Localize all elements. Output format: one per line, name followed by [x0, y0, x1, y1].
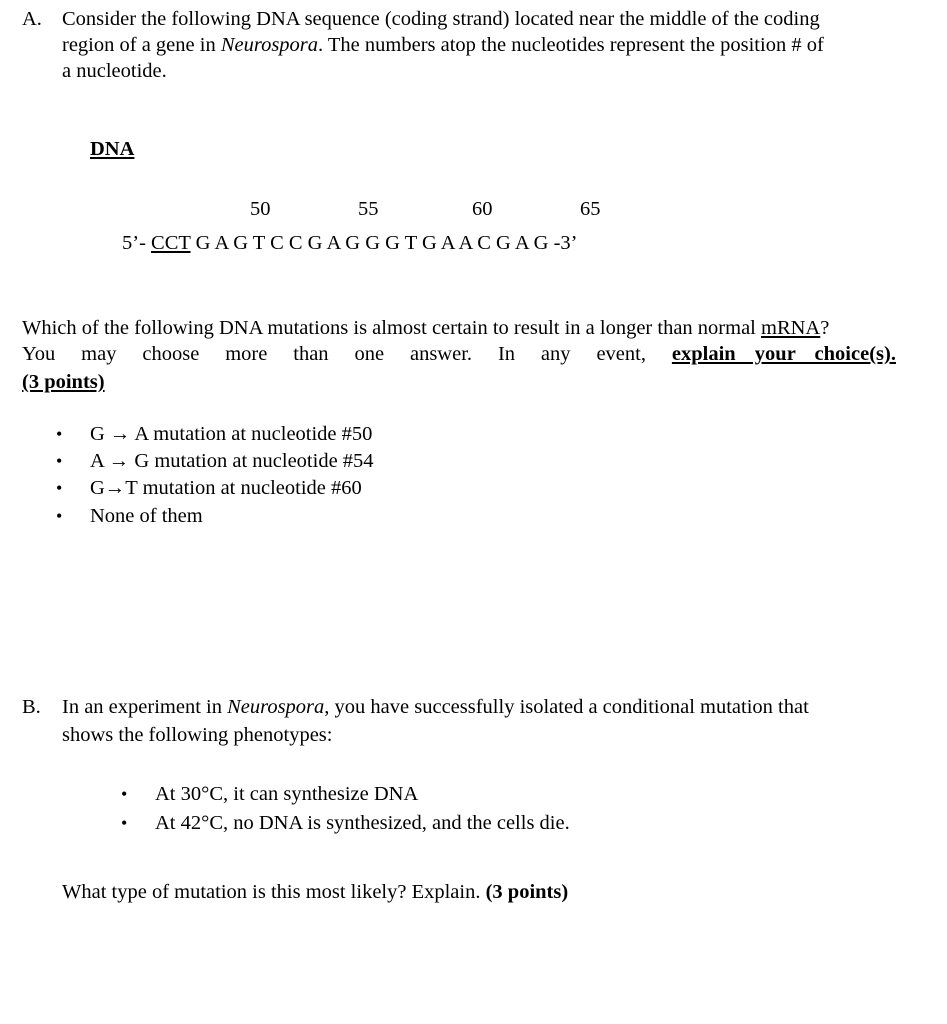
phenotype-1: At 30°C, it can synthesize DNA	[155, 783, 419, 805]
intro-text: Consider the following DNA sequence (coding strand) located near the middle of the coding	[62, 8, 820, 30]
option-2: A → G mutation at nucleotide #54	[90, 450, 374, 472]
question-word: may	[81, 343, 117, 365]
question-word: You	[22, 343, 56, 365]
position-label-50: 50	[250, 198, 271, 220]
organism-name: Neurospora	[227, 696, 325, 718]
dna-heading: DNA	[90, 138, 135, 160]
question-word: than	[293, 343, 329, 365]
intro-text: . The numbers atop the nucleotides represent the position # of	[318, 34, 824, 56]
phenotype-2: At 42°C, no DNA is synthesized, and the cells die.	[155, 812, 570, 834]
part-b-intro-line-1	[62, 694, 809, 720]
part-a-intro-line-3: a nucleotide.	[62, 60, 167, 82]
intro-text: , you have successfully isolated a conditional mutation that	[324, 696, 809, 718]
sequence-rest: G A G T C C G A G G G T G A A C G A G -3’	[190, 232, 578, 254]
position-label-65: 65	[580, 198, 601, 220]
bullet-icon: •	[56, 506, 63, 526]
mrna-term: mRNA	[761, 317, 821, 339]
part-a-intro-line-1	[62, 6, 820, 32]
question-word: choose	[142, 343, 200, 365]
bullet-icon: •	[56, 424, 63, 444]
part-a-points: (3 points)	[22, 371, 105, 393]
intro-text: In an experiment in	[62, 696, 228, 718]
part-a-intro-line-2	[62, 32, 824, 58]
part-b-label: B.	[22, 696, 41, 718]
question-word: one	[354, 343, 385, 365]
question-text: What type of mutation is this most likely? Explain.	[62, 881, 486, 903]
question-text: Which of the following DNA mutations is almost certain to result in a longer than normal	[22, 317, 761, 339]
position-label-55: 55	[358, 198, 379, 220]
dna-sequence	[122, 230, 577, 256]
part-b-question	[62, 879, 568, 905]
question-word: more	[225, 343, 268, 365]
question-word: answer.	[409, 343, 473, 365]
explain-emphasis: explain your choice(s).	[671, 343, 896, 365]
sequence-prefix: 5’-	[122, 232, 152, 254]
organism-name: Neurospora	[220, 34, 319, 56]
bullet-icon: •	[121, 813, 128, 833]
question-word: event,	[596, 343, 646, 365]
sequence-underlined-codon: CCT	[151, 232, 191, 254]
intro-text: region of a gene in	[62, 34, 221, 56]
question-line-1	[22, 315, 829, 341]
part-a-label: A.	[22, 8, 42, 30]
part-b-intro-line-2: shows the following phenotypes:	[62, 724, 333, 746]
bullet-icon: •	[56, 478, 63, 498]
question-word: any	[540, 343, 571, 365]
question-text: ?	[820, 317, 830, 339]
option-4: None of them	[90, 505, 203, 527]
bullet-icon: •	[121, 784, 128, 804]
part-b-points: (3 points)	[485, 881, 569, 903]
bullet-icon: •	[56, 451, 63, 471]
question-word: In	[497, 343, 516, 365]
option-1: G → A mutation at nucleotide #50	[90, 423, 373, 445]
position-label-60: 60	[472, 198, 493, 220]
question-line-2	[22, 341, 896, 367]
option-3: G→T mutation at nucleotide #60	[90, 477, 362, 499]
